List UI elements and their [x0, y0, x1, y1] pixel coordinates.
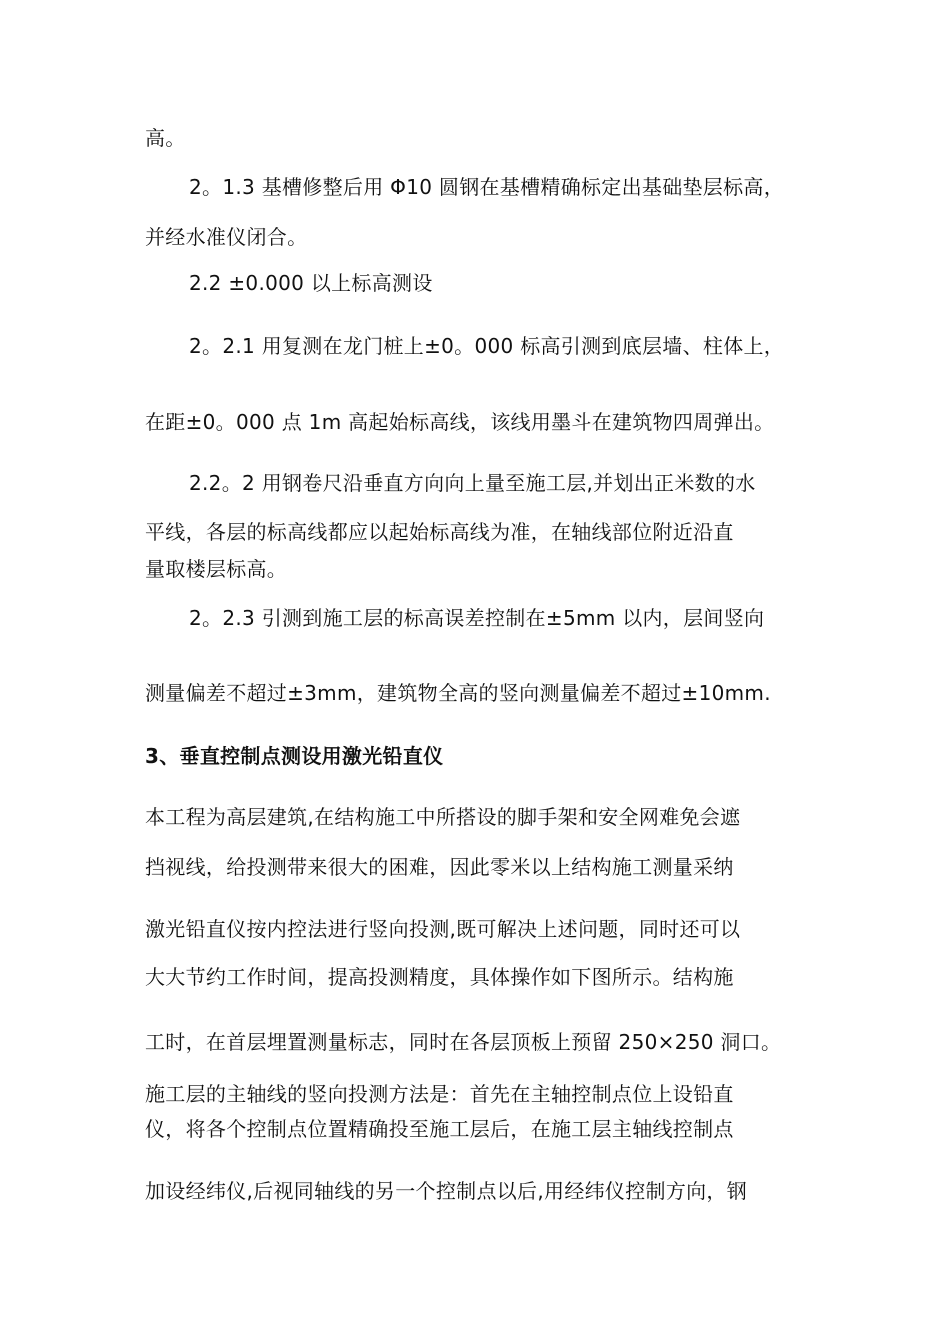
paragraph-line: 仪，将各个控制点位置精确投至施工层后，在施工层主轴线控制点: [145, 1117, 734, 1141]
paragraph-line: 平线，各层的标高线都应以起始标高线为准，在轴线部位附近沿直: [145, 520, 734, 544]
paragraph-line: 挡视线，给投测带来很大的困难，因此零米以上结构施工测量采纳: [145, 855, 734, 879]
paragraph-line: 工时，在首层埋置测量标志，同时在各层顶板上预留 250×250 洞口。: [145, 1030, 782, 1054]
paragraph-line: 大大节约工作时间，提高投测精度，具体操作如下图所示。结构施: [145, 965, 734, 989]
paragraph-line: 施工层的主轴线的竖向投测方法是：首先在主轴控制点位上设铅直: [145, 1082, 734, 1106]
paragraph-line: 本工程为高层建筑,在结构施工中所搭设的脚手架和安全网难免会遮: [145, 805, 741, 829]
paragraph-line: 在距±0。000 点 1m 高起始标高线，该线用墨斗在建筑物四周弹出。: [145, 410, 775, 434]
paragraph-line: 激光铅直仪按内控法进行竖向投测,既可解决上述问题，同时还可以: [145, 917, 741, 941]
paragraph-line: 测量偏差不超过±3mm，建筑物全高的竖向测量偏差不超过±10mm.: [145, 681, 771, 705]
paragraph-line: 2。2.3 引测到施工层的标高误差控制在±5mm 以内，层间竖向: [189, 606, 765, 630]
paragraph-line: 量取楼层标高。: [145, 557, 288, 581]
paragraph-line: 2。2.1 用复测在龙门桩上±0。000 标高引测到底层墙、柱体上，: [189, 334, 785, 358]
paragraph-line: 高。: [145, 126, 186, 150]
paragraph-line: 并经水准仪闭合。: [145, 225, 308, 249]
paragraph-line: 2.2。2 用钢卷尺沿垂直方向向上量至施工层,并划出正米数的水: [189, 471, 756, 495]
section-heading: 2.2 ±0.000 以上标高测设: [189, 271, 433, 295]
paragraph-line: 加设经纬仪,后视同轴线的另一个控制点以后,用经纬仪控制方向，钢: [145, 1179, 748, 1203]
paragraph-line: 2。1.3 基槽修整后用 Φ10 圆钢在基槽精确标定出基础垫层标高，: [189, 175, 784, 199]
section-heading: 3、垂直控制点测设用激光铅直仪: [145, 744, 444, 768]
